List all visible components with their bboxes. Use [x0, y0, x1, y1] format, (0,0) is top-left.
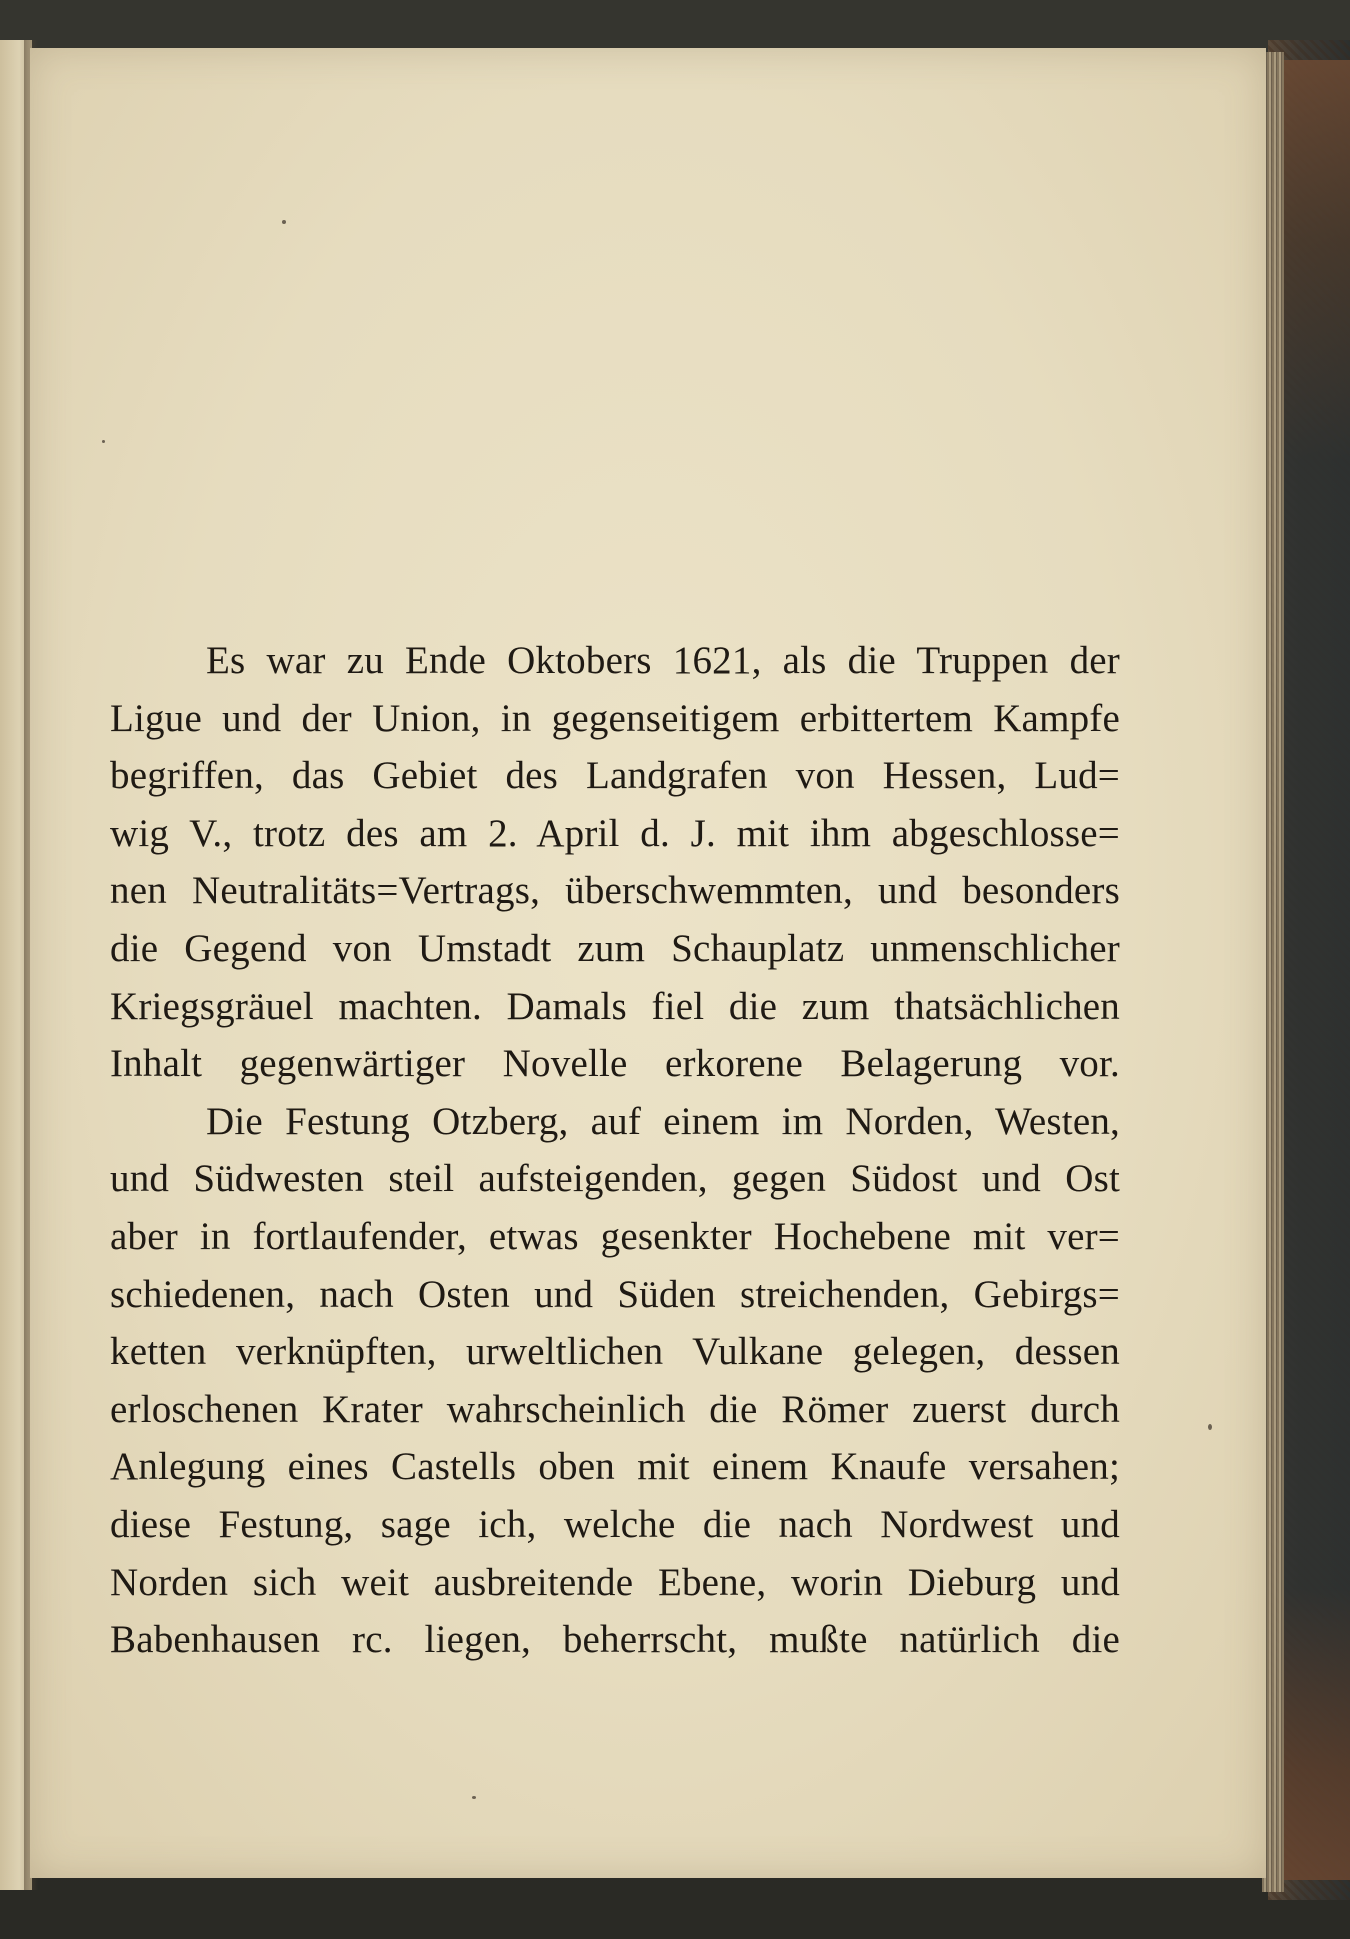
paragraph-1 — [110, 632, 1120, 1093]
paragraph-2 — [110, 1093, 1120, 1669]
paper-speck — [1208, 1424, 1212, 1430]
paper-speck — [102, 440, 105, 443]
text-line: aber in fortlaufender, etwas gesenkter Hochebene mit ver= — [110, 1214, 1120, 1258]
paper-speck — [472, 1796, 476, 1799]
text-line: begriffen, das Gebiet des Landgrafen von Hessen, Lud= — [110, 754, 1120, 798]
text-line: erloschenen Krater wahrscheinlich die Römer zuerst durch — [110, 1387, 1120, 1431]
paper-speck — [282, 220, 286, 224]
text-line: Ligue und der Union, in gegenseitigem erbittertem Kampfe — [110, 696, 1120, 740]
text-line: wig V., trotz des am 2. April d. J. mit ihm abgeschlosse= — [110, 811, 1120, 855]
text-line: Die Festung Otzberg, auf einem im Norden, Westen, — [206, 1099, 1120, 1143]
text-line: diese Festung, sage ich, welche die nach Nordwest und — [110, 1502, 1120, 1546]
text-line: ketten verknüpften, urweltlichen Vulkane gelegen, dessen — [110, 1330, 1120, 1374]
text-line: Es war zu Ende Oktobers 1621, als die Truppen der — [206, 639, 1120, 682]
text-line: Kriegsgräuel machten. Damals fiel die zum thatsächlichen — [110, 984, 1120, 1028]
text-line: nen Neutralitäts=Vertrags, überschwemmten, und besonders — [110, 869, 1120, 913]
page-body-text — [110, 632, 1120, 1669]
text-line: Inhalt gegenwärtiger Novelle erkorene Belagerung vor. — [110, 1042, 1120, 1086]
text-line: schiedenen, nach Osten und Süden streichenden, Gebirgs= — [110, 1272, 1120, 1316]
text-line: und Südwesten steil aufsteigenden, gegen Südost und Ost — [110, 1157, 1120, 1201]
text-line: Babenhausen rc. liegen, beherrscht, mußte natürlich die — [110, 1618, 1120, 1662]
text-line: die Gegend von Umstadt zum Schauplatz unmenschlicher — [110, 926, 1120, 970]
text-line: Norden sich weit ausbreitende Ebene, worin Dieburg und — [110, 1560, 1120, 1604]
book-spine-leather — [1280, 60, 1350, 1880]
text-line: Anlegung eines Castells oben mit einem Knaufe versahen; — [110, 1445, 1120, 1489]
